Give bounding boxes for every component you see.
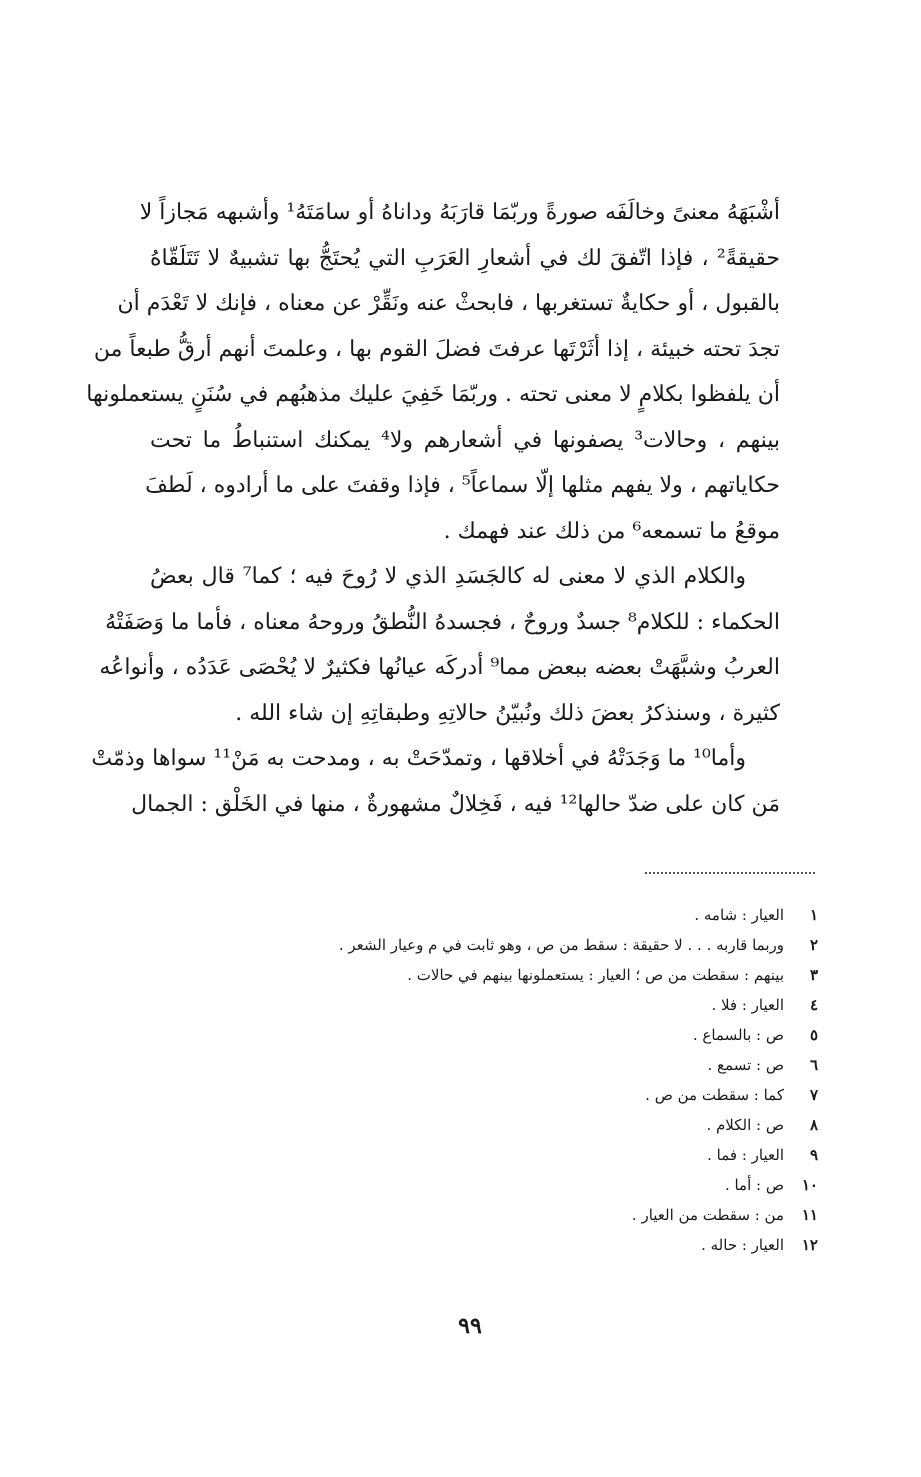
page-number: ٩٩ [458, 1313, 482, 1339]
footnote-item [178, 1110, 818, 1140]
footnotes [178, 900, 818, 1260]
footnote-text: العيار : فما . [707, 1146, 784, 1164]
footnote-text: العيار : حاله . [701, 1236, 784, 1254]
text-line: مَن كان على ضدّ حالها¹² فيه ، فَخِلالٌ مشهورةٌ ، منها في الخَلْق : الجمال [131, 791, 780, 817]
text-line: أشْبَهَهُ معنىً وخالَفَه صورةً وربّمَا قارَبَهُ وداناهُ أو سامَتَهُ¹ وأشبهه مَجازاً لا [139, 200, 780, 225]
text-line: حقيقةً² ، فإذا اتّفقَ لك في أشعارِ العَرَبِ التي يُحتَجُّ بها تشبيهٌ لا تَتَلَقّاهُ [150, 245, 780, 271]
footnote-number: ١٢ [801, 1236, 818, 1254]
text-line: وأما¹⁰ ما وَجَدَتْهُ في أخلاقها ، وتمدّحَتْ به ، ومدحت به مَنْ¹¹ سواها وذمّتْ [91, 746, 746, 771]
text-line: أن يلفظوا بكلامٍ لا معنى تحته . وربّمَا خَفِيَ عليك مذهبُهم في سُنَنٍ يستعملونها [86, 382, 780, 407]
footnote-text: بينهم : سقطت من ص ؛ العيار : يستعملونها بينهم في حالات . [407, 966, 784, 984]
text-line: العربُ وشبَّهَتْ بعضه ببعض مما⁹ أدركَه عيانُها فكثيرٌ لا يُحْصَى عَدَدُه ، وأنواعُه [99, 655, 780, 680]
footnote-item [178, 930, 818, 960]
footnote-item [178, 1170, 818, 1200]
footnote-text: ص : بالسماع . [692, 1026, 784, 1044]
footnote-item [178, 1050, 818, 1080]
text-line: تجدَ تحته خبيئة ، إذا أثَرْتَها عرفتَ فضلَ القوم بها ، وعلمتَ أنهم أرقُّ طبعاً من [93, 336, 780, 362]
footnote-number: ١ [809, 906, 818, 924]
footnote-number: ١١ [801, 1206, 818, 1224]
footnote-number: ٩ [809, 1146, 818, 1164]
footnote-number: ٨ [809, 1116, 818, 1134]
text-line: الحكماء : للكلام⁸ جسدٌ وروحٌ ، فجسدهُ النُّطقُ وروحهُ معناه ، فأما ما وَصَفَتْهُ [105, 609, 780, 635]
footnote-number: ١٠ [801, 1176, 818, 1194]
footnote-text: العيار : فلا . [711, 996, 784, 1014]
text-line: موقعُ ما تسمعه⁶ من ذلك عند فهمك . [443, 518, 780, 544]
text-line: حكاياتهم ، ولا يفهم مثلها إلّا سماعاً⁵ ، فإذا وقفتَ على ما أرادوه ، لَطفَ [145, 473, 780, 498]
text-line: كثيرة ، وسنذكرُ بعضَ ذلك ونُبيّنُ حالاتِهِ وطبقاتِهِ إن شاء الله . [235, 700, 780, 726]
footnote-text: ص : أما . [724, 1176, 784, 1194]
footnote-text: ص : تسمع . [707, 1056, 784, 1074]
text-line: بينهم ، وحالات³ يصفونها في أشعارهم ولا⁴ يمكنك استنباطُ ما تحت [150, 427, 780, 453]
footnote-number: ٥ [809, 1026, 818, 1044]
footnote-item [178, 990, 818, 1020]
footnote-number: ٢ [809, 936, 818, 954]
footnote-text: من : سقطت من العيار . [631, 1206, 784, 1224]
footnote-number: ٣ [809, 966, 818, 984]
text-line: بالقبول ، أو حكايةٌ تستغربها ، فابحثْ عنه ونَقِّرْ عن معناه ، فإنك لا تَعْدَم أن [117, 291, 780, 316]
footnote-item [178, 1020, 818, 1050]
footnote-text: وربما قاربه . . . لا حقيقة : سقط من ص ، وهو ثابت في م وعيار الشعر . [338, 936, 784, 954]
footnote-text: العيار : شامه . [694, 906, 784, 924]
footnote-item [178, 1080, 818, 1110]
footnote-text: كما : سقطت من ص . [645, 1086, 784, 1104]
footnote-item [178, 1140, 818, 1170]
footnote-number: ٦ [809, 1056, 818, 1074]
footnote-number: ٧ [809, 1086, 818, 1104]
footnote-item [178, 900, 818, 930]
main-text [86, 190, 780, 827]
footnote-item [178, 1200, 818, 1230]
text-line: والكلام الذي لا معنى له كالجَسَدِ الذي لا رُوحَ فيه ؛ كما⁷ قال بعضُ [150, 564, 746, 589]
footnote-item [178, 1230, 818, 1260]
footnote-text: ص : الكلام . [706, 1116, 784, 1134]
footnote-number: ٤ [809, 996, 818, 1014]
footnote-item [178, 960, 818, 990]
footnote-separator [645, 872, 815, 874]
